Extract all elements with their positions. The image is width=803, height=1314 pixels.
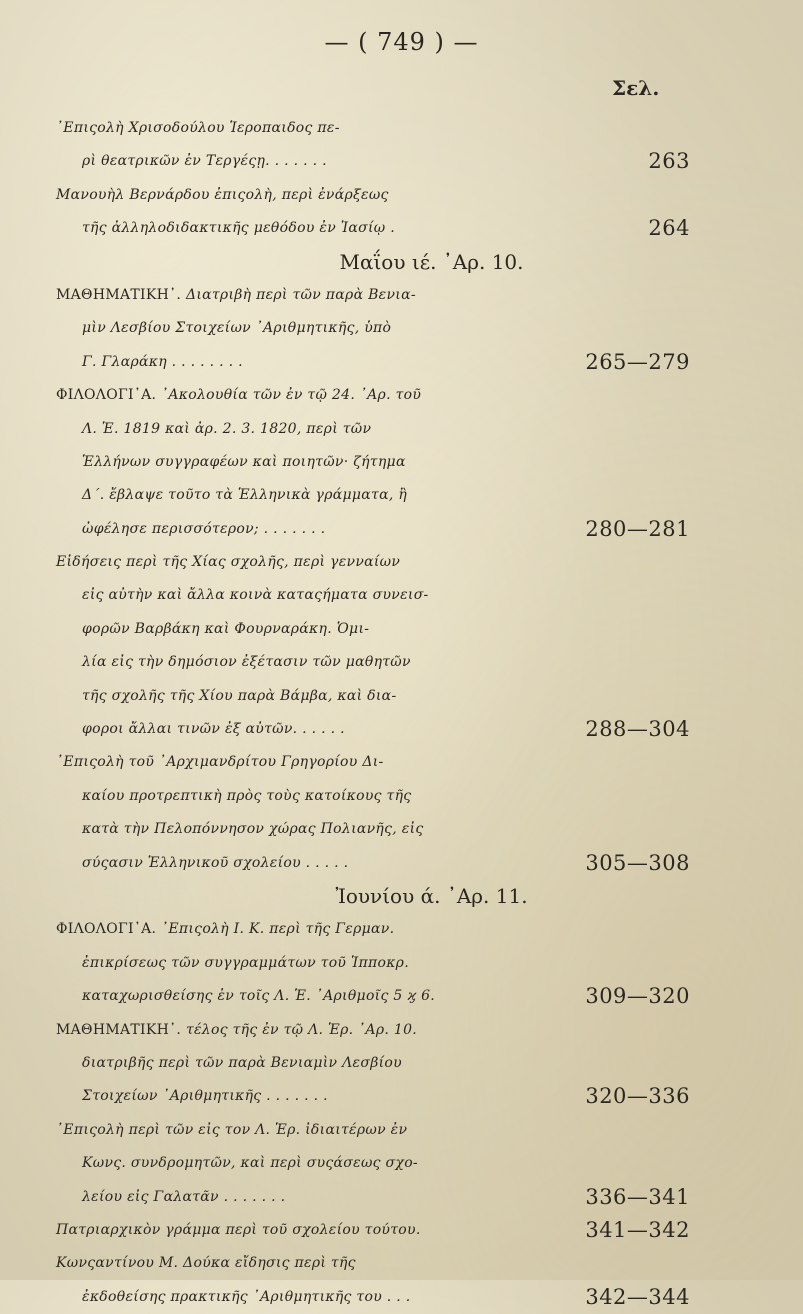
toc-entry — [0, 1247, 803, 1314]
entry-text: ᾿Επιςολὴ Χρισοδούλου Ἱεροπαιδος πε- — [56, 120, 340, 136]
entry-text: Στοιχείων ᾿Αριθμητικῆς . . . . . . . — [82, 1088, 328, 1105]
entry-text: ἐκδοθείσης πρακτικῆς ᾿Αριθμητικῆς του . . . — [82, 1288, 411, 1305]
entry-subject: ΦΙΛΟΛΟΓΙ᾿Α. — [56, 921, 157, 938]
entry-text: τῆς σχολῆς τῆς Χίου παρὰ Βάμβα, καὶ δια- — [82, 687, 397, 704]
entry-text: Γ. Γλαράκη . . . . . . . . — [82, 353, 243, 370]
entry-line — [0, 613, 803, 646]
entry-text: σύςασιν Ἑλληνικοῦ σχολείου . . . . . — [82, 854, 349, 871]
entry-text: εἰς αὐτὴν καὶ ἄλλα κοινὰ καταςήματα συνεισ- — [82, 587, 429, 604]
entry-text: φορῶν Βαρβάκη καὶ Φουρναράκη. Ὁμι- — [82, 620, 370, 637]
entry-text: Διατριβὴ περὶ τῶν παρὰ Βενια- — [185, 286, 416, 303]
toc-entry — [0, 1214, 803, 1247]
entry-text: ᾿Επιςολὴ τοῦ ᾿Αρχιμανδρίτου Γρηγορίου Δι- — [56, 754, 384, 771]
entry-text: ᾿Επιςολὴ Ι. Κ. περὶ τῆς Γερμαν. — [161, 921, 395, 938]
entry-text: διατριβῆς περὶ τῶν παρὰ Βενιαμὶν Λεσβίου — [82, 1054, 402, 1071]
entry-text: κατὰ τὴν Πελοπόννησον χώρας Πολιανῆς, εἰς — [82, 821, 424, 838]
entry-page-range: 288—304 — [585, 717, 690, 742]
page-column-label: Σελ. — [612, 76, 660, 100]
toc-entry — [0, 179, 803, 246]
toc-entry — [0, 746, 803, 880]
entry-line — [0, 947, 803, 980]
toc-entry — [0, 1114, 803, 1214]
entry-line — [0, 746, 803, 779]
entry-text: Ἑλλήνων συγγραφέων καὶ ποιητῶν· ζήτημα — [82, 453, 406, 470]
toc-entry — [0, 112, 803, 179]
entry-line — [0, 379, 803, 412]
section-subheading: Μαΐου ιέ. ᾿Αρ. 10. — [339, 249, 524, 274]
entry-text: ρὶ θεατρικῶν ἐν Τεργέςῃ. . . . . . . — [82, 153, 327, 170]
entry-line — [0, 546, 803, 579]
entry-line — [0, 1114, 803, 1147]
entry-page-range: 342—344 — [585, 1284, 690, 1309]
entry-text: ὠφέλησε περισσότερον; . . . . . . . — [82, 520, 326, 537]
entry-line — [0, 579, 803, 612]
entry-text: Δ΄. ἔβλαψε τοῦτο τὰ Ἑλληνικὰ γράμματα, ἢ — [82, 487, 408, 504]
entry-page-range: 263 — [648, 149, 690, 174]
entry-line — [0, 413, 803, 446]
toc-entry — [0, 1014, 803, 1114]
entry-text: Κωνς. συνδρομητῶν, καὶ περὶ συςάσεως σχο- — [82, 1155, 418, 1172]
entry-text: Λ. Ἑ. 1819 καὶ ἀρ. 2. 3. 1820, περὶ τῶν — [82, 420, 372, 437]
entry-line — [0, 813, 803, 846]
entry-page-range: 305—308 — [585, 850, 690, 875]
entry-subject: ΦΙΛΟΛΟΓΙ᾿Α. — [56, 387, 157, 404]
entry-line — [0, 279, 803, 312]
entry-text: λείου εἰς Γαλατᾶν . . . . . . . — [82, 1188, 286, 1205]
entry-line — [0, 646, 803, 679]
entry-text: καταχωρισθείσης ἐν τοῖς Λ. Ἑ. ᾿Αριθμοῖς 5 ϗ 6. — [82, 988, 436, 1005]
entry-page-range: 280—281 — [585, 516, 690, 541]
entry-text: φοροι ἄλλαι τινῶν ἐξ αὐτῶν. . . . . . — [82, 721, 345, 738]
entry-page-range: 309—320 — [585, 984, 690, 1009]
entry-subject: ΜΑΘΗΜΑΤΙΚΗ᾿. — [56, 286, 182, 303]
entry-line — [0, 1047, 803, 1080]
entry-page-range: 265—279 — [585, 349, 690, 374]
entry-line — [0, 1147, 803, 1180]
entry-line — [0, 312, 803, 345]
toc-entry — [0, 379, 803, 546]
toc-entry — [0, 913, 803, 1013]
toc-entry — [0, 279, 803, 379]
entry-line — [0, 112, 803, 145]
toc-entry — [0, 546, 803, 746]
entry-page-range: 264 — [648, 216, 690, 241]
entry-text: μὶν Λεσβίου Στοιχείων ᾿Αριθμητικῆς, ὑπὸ — [82, 320, 392, 337]
entry-text: Μανουὴλ Βερνάρδου ἐπιςολὴ, περὶ ἐνάρξεως — [56, 186, 389, 203]
entry-line — [0, 913, 803, 946]
entry-text: ᾿Ακολουθία τῶν ἐν τῷ 24. ᾿Αρ. τοῦ — [161, 387, 422, 404]
entry-line — [0, 780, 803, 813]
entry-text: Πατριαρχικὸν γράμμα περὶ τοῦ σχολείου τούτου. — [56, 1221, 421, 1238]
page-number: — ( 749 ) — — [324, 28, 479, 56]
entry-line — [0, 179, 803, 212]
entry-text: καίου προτρεπτικὴ πρὸς τοὺς κατοίκους τῆς — [82, 787, 412, 804]
section-subheading: Ἰουνίου ά. ᾿Αρ. 11. — [335, 883, 528, 908]
entry-text: ᾿Επιςολὴ περὶ τῶν εἰς τον Λ. Ἑρ. ἰδιαιτέρων ἐν — [56, 1121, 408, 1138]
entry-line — [0, 1247, 803, 1280]
entry-subject: ΜΑΘΗΜΑΤΙΚΗ᾿. — [56, 1021, 182, 1038]
entry-text: τέλος τῆς ἐν τῷ Λ. Ἑρ. ᾿Αρ. 10. — [185, 1021, 418, 1038]
entry-line — [0, 1014, 803, 1047]
entry-page-range: 320—336 — [585, 1084, 690, 1109]
entry-page-range: 336—341 — [585, 1184, 690, 1209]
entry-line — [0, 446, 803, 479]
table-of-contents — [0, 112, 803, 1314]
entry-text: ἐπικρίσεως τῶν συγγραμμάτων τοῦ Ἱπποκρ. — [82, 954, 409, 971]
entry-page-range: 341—342 — [585, 1217, 690, 1242]
entry-text: τῆς ἀλληλοδιδακτικῆς μεθόδου ἐν Ἰασίῳ . — [82, 220, 395, 237]
entry-text: Εἰδήσεις περὶ τῆς Χίας σχολῆς, περὶ γενναίων — [56, 554, 401, 571]
entry-text: Κωνςαντίνου Μ. Δούκα εἴδησις περὶ τῆς — [56, 1255, 356, 1272]
entry-line — [0, 479, 803, 512]
entry-text: λία εἰς τὴν δημόσιον ἐξέτασιν τῶν μαθητῶν — [82, 654, 411, 671]
entry-line — [0, 680, 803, 713]
